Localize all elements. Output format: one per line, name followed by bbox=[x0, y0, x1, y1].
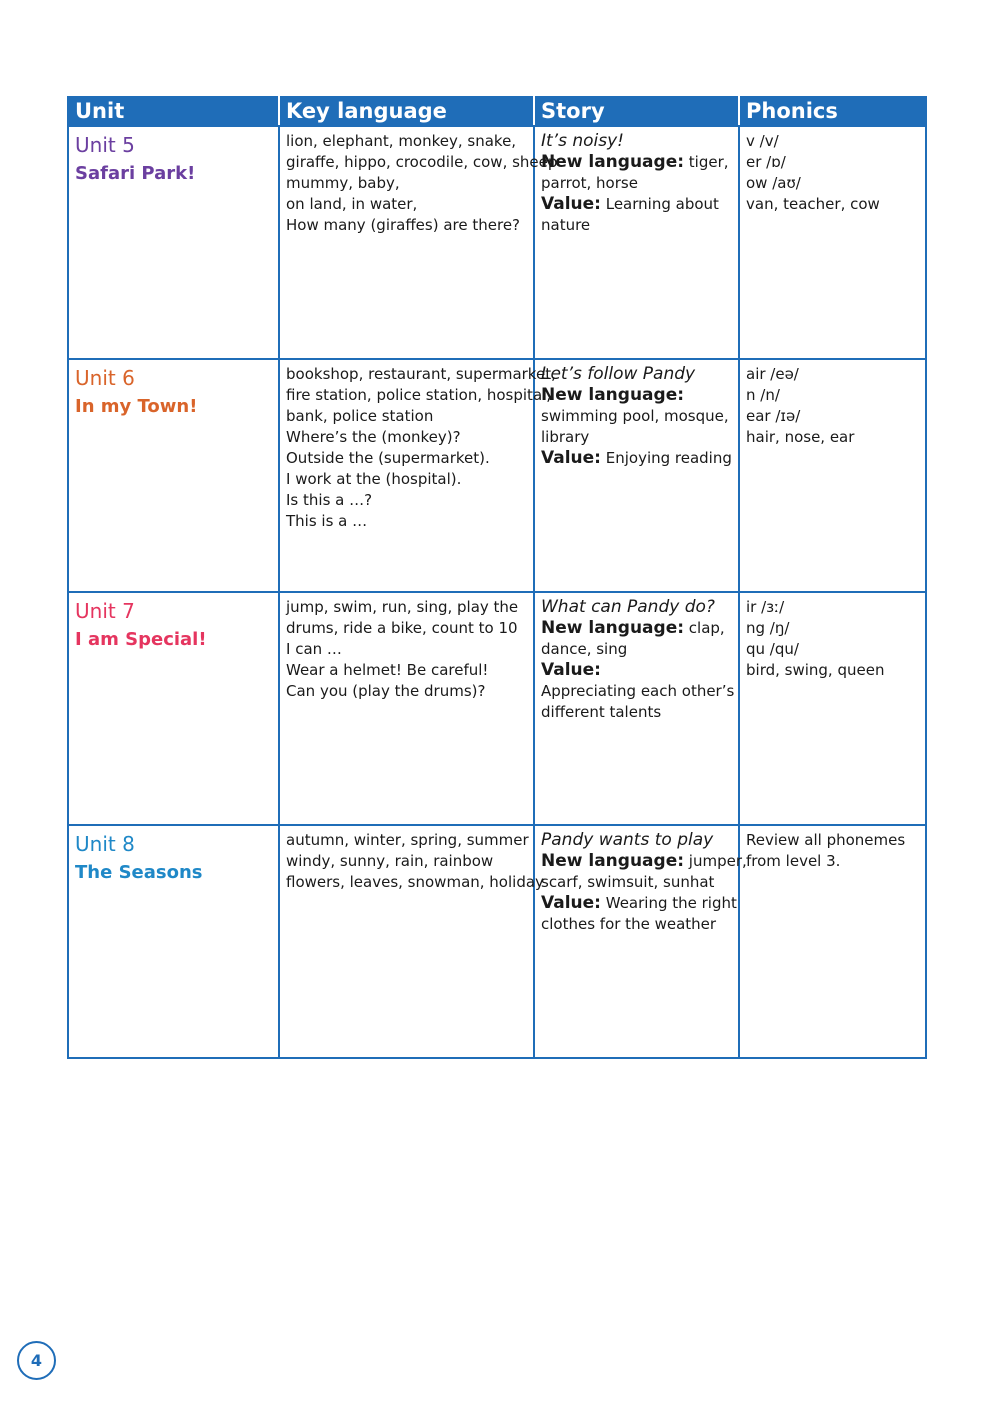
unit-cell bbox=[68, 825, 279, 1058]
unit-cell bbox=[68, 126, 279, 359]
key-language-line: I can … bbox=[286, 640, 342, 658]
key-language-line: Where’s the (monkey)? bbox=[286, 428, 461, 446]
story-title: Pandy wants to play bbox=[541, 830, 714, 850]
unit-cell bbox=[68, 359, 279, 592]
header-row bbox=[68, 97, 926, 126]
value-text: nature bbox=[541, 216, 591, 234]
new-language-text: clap, bbox=[684, 619, 725, 637]
table-row bbox=[68, 592, 926, 825]
key-language-line: jump, swim, run, sing, play the bbox=[286, 598, 519, 616]
unit-title: The Seasons bbox=[75, 862, 203, 883]
syllabus-table bbox=[67, 96, 927, 1059]
new-language-line bbox=[541, 152, 732, 173]
key-language-line: How many (giraffes) are there? bbox=[286, 216, 521, 234]
phonics-line: air /eə/ bbox=[746, 365, 799, 383]
new-language-text: library bbox=[541, 428, 590, 446]
phonics-cell bbox=[739, 126, 926, 359]
story-cell bbox=[534, 825, 747, 1058]
new-language-line bbox=[541, 385, 732, 406]
new-language-text: tiger, bbox=[684, 153, 729, 171]
key-language-line: on land, in water, bbox=[286, 195, 418, 213]
key-language-cell bbox=[279, 825, 544, 1058]
value-line bbox=[541, 893, 737, 914]
phonics-line: from level 3. bbox=[746, 852, 841, 870]
value-text: different talents bbox=[541, 703, 662, 721]
value-text: Enjoying reading bbox=[600, 449, 732, 467]
key-language-line: lion, elephant, monkey, snake, bbox=[286, 132, 517, 150]
phonics-line: ear /ɪə/ bbox=[746, 407, 801, 425]
value-text: Wearing the right bbox=[600, 894, 737, 912]
key-language-line: Wear a helmet! Be careful! bbox=[286, 661, 489, 679]
key-language-line: Is this a …? bbox=[286, 491, 373, 509]
key-language-line: windy, sunny, rain, rainbow bbox=[286, 852, 494, 870]
table-row bbox=[68, 126, 926, 359]
key-language-line: This is a … bbox=[286, 512, 368, 530]
phonics-line: Review all phonemes bbox=[746, 831, 906, 849]
unit-title: Safari Park! bbox=[75, 163, 196, 184]
value-label: Value: bbox=[541, 448, 601, 468]
story-cell bbox=[534, 592, 739, 825]
phonics-line: qu /qu/ bbox=[746, 640, 799, 658]
phonics-line: ir /ɜː/ bbox=[746, 598, 785, 616]
value-label: Value: bbox=[541, 660, 601, 680]
story-cell bbox=[534, 126, 739, 359]
unit-number: Unit 5 bbox=[75, 133, 135, 157]
phonics-cell bbox=[739, 592, 926, 825]
phonics-line: n /n/ bbox=[746, 386, 780, 404]
value-text: Appreciating each other’s bbox=[541, 682, 735, 700]
key-language-line: I work at the (hospital). bbox=[286, 470, 462, 488]
value-text: clothes for the weather bbox=[541, 915, 717, 933]
phonics-cell bbox=[739, 359, 926, 592]
key-language-cell bbox=[279, 126, 558, 359]
new-language-label: New language: bbox=[541, 152, 685, 172]
value-line bbox=[541, 194, 732, 215]
phonics-line: van, teacher, cow bbox=[746, 195, 880, 213]
value-text: Learning about bbox=[600, 195, 719, 213]
header-story: Story bbox=[534, 97, 739, 126]
new-language-line bbox=[541, 618, 732, 639]
value-label: Value: bbox=[541, 194, 601, 214]
new-language-text: scarf, swimsuit, sunhat bbox=[541, 873, 715, 891]
new-language-line bbox=[541, 851, 747, 872]
key-language-cell bbox=[279, 592, 534, 825]
phonics-line: hair, nose, ear bbox=[746, 428, 855, 446]
unit-cell bbox=[68, 592, 279, 825]
phonics-line: ow /aʊ/ bbox=[746, 174, 801, 192]
value-label: Value: bbox=[541, 893, 601, 913]
key-language-line: autumn, winter, spring, summer bbox=[286, 831, 529, 849]
key-language-line: flowers, leaves, snowman, holiday bbox=[286, 873, 544, 891]
unit-number: Unit 8 bbox=[75, 832, 135, 856]
value-line bbox=[541, 660, 732, 681]
key-language-line: bookshop, restaurant, supermarket, bbox=[286, 365, 556, 383]
unit-number: Unit 6 bbox=[75, 366, 135, 390]
value-line bbox=[541, 448, 732, 469]
phonics-cell bbox=[739, 825, 926, 1058]
key-language-cell bbox=[279, 359, 556, 592]
key-language-line: drums, ride a bike, count to 10 bbox=[286, 619, 518, 637]
table-row bbox=[68, 359, 926, 592]
key-language-line: Outside the (supermarket). bbox=[286, 449, 490, 467]
story-title: It’s noisy! bbox=[541, 131, 624, 151]
header-key-language: Key language bbox=[279, 97, 534, 126]
new-language-label: New language: bbox=[541, 385, 685, 405]
header-unit: Unit bbox=[68, 97, 279, 126]
story-title: What can Pandy do? bbox=[541, 597, 715, 617]
key-language-line: Can you (play the drums)? bbox=[286, 682, 486, 700]
phonics-line: v /v/ bbox=[746, 132, 779, 150]
unit-number: Unit 7 bbox=[75, 599, 135, 623]
new-language-label: New language: bbox=[541, 618, 685, 638]
new-language-text: parrot, horse bbox=[541, 174, 638, 192]
key-language-line: mummy, baby, bbox=[286, 174, 400, 192]
story-cell bbox=[534, 359, 739, 592]
phonics-line: er /ɒ/ bbox=[746, 153, 786, 171]
key-language-line: fire station, police station, hospital, bbox=[286, 386, 552, 404]
table-row bbox=[68, 825, 926, 1058]
story-title: Let’s follow Pandy bbox=[541, 364, 696, 384]
unit-title: I am Special! bbox=[75, 629, 207, 650]
header-phonics: Phonics bbox=[739, 97, 926, 126]
unit-title: In my Town! bbox=[75, 396, 198, 417]
key-language-line: bank, police station bbox=[286, 407, 434, 425]
phonics-line: bird, swing, queen bbox=[746, 661, 885, 679]
phonics-line: ng /ŋ/ bbox=[746, 619, 790, 637]
new-language-text: jumper, bbox=[684, 852, 747, 870]
new-language-label: New language: bbox=[541, 851, 685, 871]
new-language-text: dance, sing bbox=[541, 640, 628, 658]
key-language-line: giraffe, hippo, crocodile, cow, sheep bbox=[286, 153, 558, 171]
page-number: 4 bbox=[17, 1341, 56, 1380]
new-language-text: swimming pool, mosque, bbox=[541, 407, 729, 425]
